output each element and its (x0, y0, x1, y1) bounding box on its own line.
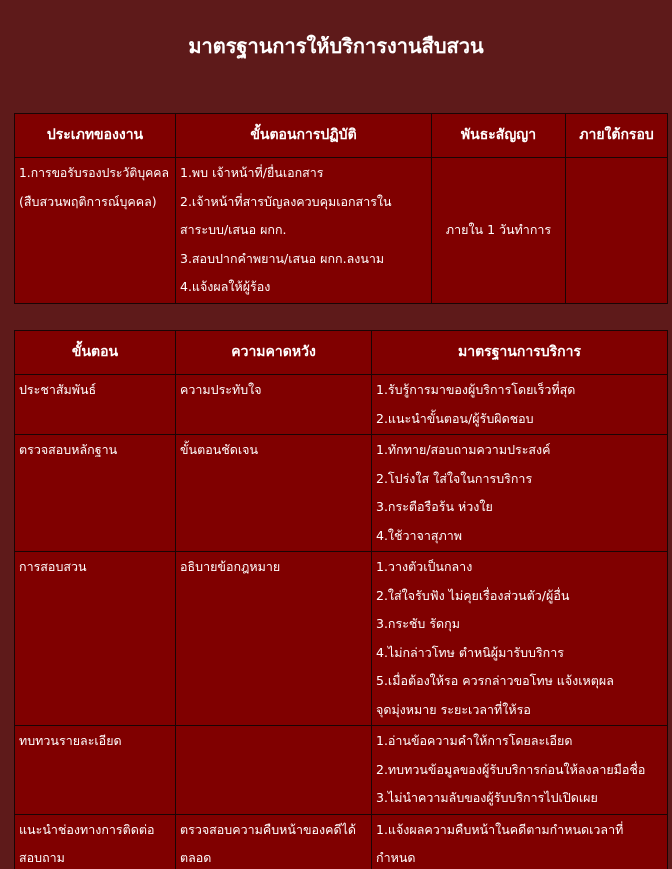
cell-work-type: 1.การขอรับรองประวัติบุคคล (สืบสวนพฤติการณ์บุคคล) (15, 158, 176, 304)
table-header-row (15, 331, 668, 375)
table-header-row (15, 114, 668, 158)
cell-commitment: ภายใน 1 วันทำการ (432, 158, 566, 304)
service-procedure-table (14, 113, 668, 304)
cell-expectation: ขั้นตอนชัดเจน (176, 435, 372, 552)
table-row (15, 726, 668, 815)
cell-standards: 1.รับรู้การมาของผู้บริการโดยเร็วที่สุด 2.แนะนำขั้นตอน/ผู้รับผิดชอบ (372, 375, 668, 435)
cell-framework (566, 158, 668, 304)
header-commitment: พันธะสัญญา (432, 114, 566, 158)
header-service-standard: มาตรฐานการบริการ (372, 331, 668, 375)
header-framework: ภายใต้กรอบ (566, 114, 668, 158)
cell-expectation (176, 726, 372, 815)
cell-expectation: ความประทับใจ (176, 375, 372, 435)
header-expectation: ความคาดหวัง (176, 331, 372, 375)
header-step: ขั้นตอน (15, 331, 176, 375)
cell-procedure: 1.พบ เจ้าหน้าที่/ยื่นเอกสาร 2.เจ้าหน้าที่สารบัญลงควบคุมเอกสารใน สาระบบ/เสนอ ผกก. 3.สอบปากคำพยาน/เสนอ ผกก.ลงนาม 4.แจ้งผลให้ผู้ร้อง (176, 158, 432, 304)
cell-step: การสอบสวน (15, 552, 176, 726)
cell-step: ประชาสัมพันธ์ (15, 375, 176, 435)
header-procedure: ขั้นตอนการปฏิบัติ (176, 114, 432, 158)
table-row (15, 375, 668, 435)
cell-expectation: อธิบายข้อกฎหมาย (176, 552, 372, 726)
cell-step: แนะนำช่องทางการติดต่อ สอบถาม (15, 814, 176, 869)
table-row (15, 814, 668, 869)
cell-step: ตรวจสอบหลักฐาน (15, 435, 176, 552)
cell-expectation: ตรวจสอบความคืบหน้าของคดีได้ ตลอด (176, 814, 372, 869)
cell-standards: 1.ทักทาย/สอบถามความประสงค์ 2.โปร่งใส ใส่ใจในการบริการ 3.กระตือรือร้น ห่วงใย 4.ใช้วาจาสุภาพ (372, 435, 668, 552)
table-row (15, 435, 668, 552)
header-work-type: ประเภทของงาน (15, 114, 176, 158)
cell-standards: 1.วางตัวเป็นกลาง 2.ใส่ใจรับฟัง ไม่คุยเรื่องส่วนตัว/ผู้อื่น 3.กระชับ รัดกุม 4.ไม่กล่าวโทษ ตำหนิผู้มารับบริการ 5.เมื่อต้องให้รอ ควรกล่าวขอโทษ แจ้งเหตุผล จุดมุ่งหมาย ระยะเวลาที่ให้รอ (372, 552, 668, 726)
cell-standards: 1.แจ้งผลความคืบหน้าในคดีตามกำหนดเวลาที่ กำหนด (372, 814, 668, 869)
table-row (15, 158, 668, 304)
table-row (15, 552, 668, 726)
service-standards-table (14, 330, 668, 869)
cell-step: ทบทวนรายละเอียด (15, 726, 176, 815)
cell-standards: 1.อ่านข้อความคำให้การโดยละเอียด 2.ทบทวนข้อมูลของผู้รับบริการก่อนให้ลงลายมือชื่อ 3.ไม่นำความลับของผู้รับบริการไปเปิดเผย (372, 726, 668, 815)
page-title: มาตรฐานการให้บริการงานสืบสวน (188, 34, 484, 58)
